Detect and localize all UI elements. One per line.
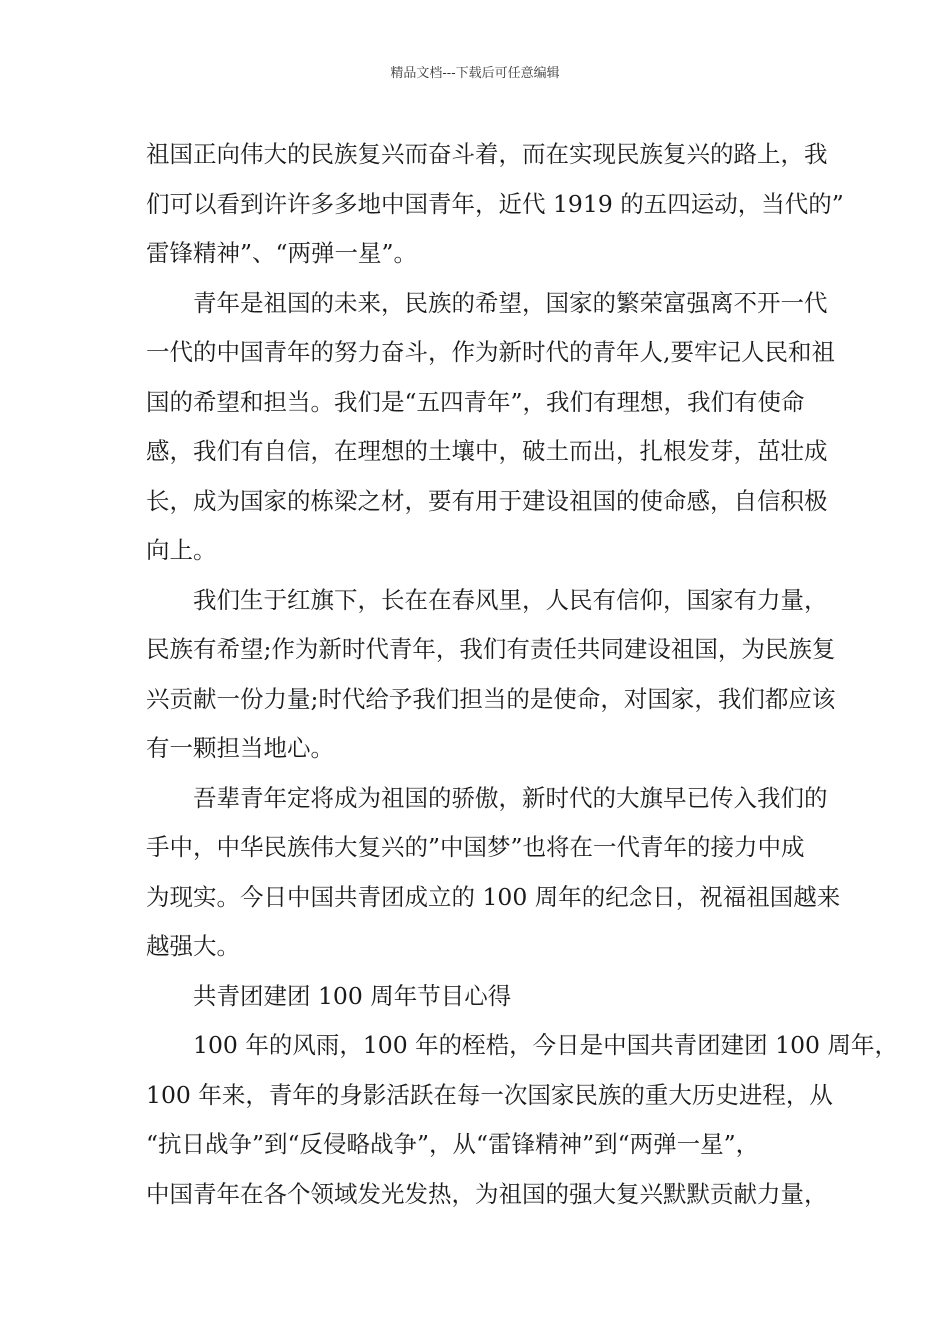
- text-line: 感，我们有自信，在理想的土壤中，破土而出，扎根发芽，茁壮成: [146, 437, 828, 465]
- text-line: 中国青年在各个领域发光发热，为祖国的强大复兴默默贡献力量，: [146, 1179, 828, 1208]
- text-line: 长，成为国家的栋梁之材，要有用于建设祖国的使命感，自信积极: [146, 486, 828, 515]
- text-line: 兴贡献一份力量;时代给予我们担当的是使命，对国家，我们都应该: [146, 684, 836, 713]
- text-line: 祖国正向伟大的民族复兴而奋斗着，而在实现民族复兴的路上，我: [146, 140, 828, 168]
- text-line: “抗日战争”到“反侵略战争”，从“雷锋精神”到“两弹一星”，: [146, 1130, 760, 1158]
- text-line: 共青团建团 100 周年节目心得: [193, 981, 512, 1010]
- text-line: 国的希望和担当。我们是“五四青年”，我们有理想，我们有使命: [146, 387, 805, 416]
- text-line: 越强大。: [146, 932, 240, 960]
- text-line: 吾辈青年定将成为祖国的骄傲，新时代的大旗早已传入我们的: [193, 783, 828, 812]
- text-line: 为现实。今日中国共青团成立的 100 周年的纪念日，祝福祖国越来: [146, 882, 841, 911]
- text-line: 青年是祖国的未来，民族的希望，国家的繁荣富强离不开一代: [193, 288, 828, 317]
- text-line: 手中，中华民族伟大复兴的”中国梦”也将在一代青年的接力中成: [146, 833, 805, 861]
- page-header: 精品文档---下载后可任意编辑: [390, 66, 560, 81]
- text-line: 我们生于红旗下，长在在春风里，人民有信仰，国家有力量，: [193, 585, 828, 614]
- text-line: 100 年来，青年的身影活跃在每一次国家民族的重大历史进程，从: [146, 1080, 833, 1109]
- text-line: 民族有希望;作为新时代青年，我们有责任共同建设祖国，为民族复: [146, 635, 836, 663]
- text-line: 向上。: [146, 536, 217, 564]
- document-body: [146, 130, 898, 1219]
- text-line: 一代的中国青年的努力奋斗，作为新时代的青年人,要牢记人民和祖: [146, 338, 835, 366]
- text-line: 有一颗担当地心。: [146, 734, 334, 762]
- text-line: 们可以看到许许多多地中国青年，近代 1919 的五四运动，当代的”: [146, 189, 844, 218]
- text-line: 100 年的风雨，100 年的桎梏，今日是中国共青团建团 100 周年，: [193, 1031, 898, 1059]
- text-line: 雷锋精神”、“两弹一星”。: [146, 239, 418, 267]
